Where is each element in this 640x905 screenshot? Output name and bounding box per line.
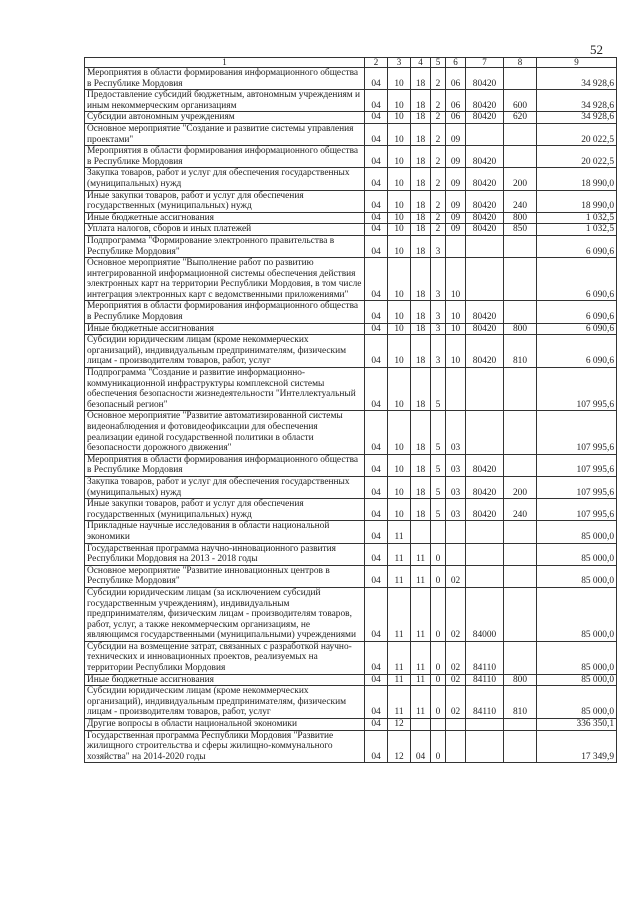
expense-type-code: 810: [504, 335, 537, 368]
section-code: 04: [365, 68, 388, 90]
item-name: Субсидии юридическим лицам (кроме некоммерческих организаций), индивидуальным предпринимателям, физическим лицам - производителям товаров, работ, услуг: [85, 686, 365, 719]
table-row: [85, 335, 617, 368]
table-row: [85, 565, 617, 587]
expense-type-code: [504, 543, 537, 565]
expense-type-code: [504, 641, 537, 674]
subsection-code: 10: [388, 146, 411, 168]
amount: 107 995,6: [537, 411, 617, 454]
program-code: 18: [411, 301, 431, 323]
amount: 6 090,6: [537, 323, 617, 335]
expense-type-code: 200: [504, 476, 537, 498]
event-code: 02: [446, 565, 466, 587]
subprogram-code: 0: [431, 674, 446, 686]
subprogram-code: 2: [431, 112, 446, 124]
section-code: 04: [365, 123, 388, 145]
section-code: 04: [365, 90, 388, 112]
subprogram-code: 5: [431, 454, 446, 476]
subsection-code: 11: [388, 543, 411, 565]
direction-code: 84110: [466, 674, 504, 686]
program-code: 11: [411, 686, 431, 719]
item-name: Государственная программа научно-инновационного развития Республики Мордовия на 2013 - 2018 годы: [85, 543, 365, 565]
direction-code: [466, 411, 504, 454]
section-code: 04: [365, 686, 388, 719]
subsection-code: 11: [388, 686, 411, 719]
amount: 6 090,6: [537, 335, 617, 368]
direction-code: [466, 543, 504, 565]
program-code: 18: [411, 476, 431, 498]
item-name: Мероприятия в области формирования информационного общества в Республике Мордовия: [85, 301, 365, 323]
event-code: 09: [446, 212, 466, 224]
program-code: 11: [411, 641, 431, 674]
expense-type-code: 200: [504, 168, 537, 190]
subsection-code: 10: [388, 224, 411, 236]
direction-code: 80420: [466, 476, 504, 498]
subprogram-code: 0: [431, 543, 446, 565]
section-code: 04: [365, 212, 388, 224]
expense-type-code: 620: [504, 112, 537, 124]
subprogram-code: 2: [431, 212, 446, 224]
section-code: 04: [365, 565, 388, 587]
subsection-code: 10: [388, 112, 411, 124]
subprogram-code: 3: [431, 235, 446, 257]
subprogram-code: 2: [431, 123, 446, 145]
event-code: 10: [446, 258, 466, 301]
direction-code: 80420: [466, 190, 504, 212]
direction-code: 80420: [466, 146, 504, 168]
subprogram-code: 2: [431, 168, 446, 190]
event-code: [446, 719, 466, 731]
expense-type-code: [504, 411, 537, 454]
amount: 85 000,0: [537, 565, 617, 587]
amount: 34 928,6: [537, 112, 617, 124]
table-row: [85, 476, 617, 498]
item-name: Мероприятия в области формирования информационного общества в Республике Мордовия: [85, 146, 365, 168]
table-row: [85, 641, 617, 674]
section-code: 04: [365, 730, 388, 763]
event-code: 03: [446, 454, 466, 476]
subsection-code: 10: [388, 499, 411, 521]
amount: 85 000,0: [537, 641, 617, 674]
amount: 85 000,0: [537, 587, 617, 641]
expense-type-code: [504, 521, 537, 543]
program-code: 18: [411, 454, 431, 476]
section-code: 04: [365, 301, 388, 323]
table-row: [85, 719, 617, 731]
amount: 6 090,6: [537, 301, 617, 323]
table-row: [85, 543, 617, 565]
subsection-code: 10: [388, 301, 411, 323]
table-row: [85, 146, 617, 168]
direction-code: 80420: [466, 112, 504, 124]
item-name: Иные бюджетные ассигнования: [85, 212, 365, 224]
direction-code: [466, 123, 504, 145]
amount: 34 928,6: [537, 68, 617, 90]
subsection-code: 11: [388, 565, 411, 587]
event-code: 10: [446, 301, 466, 323]
table-row: [85, 499, 617, 521]
event-code: 06: [446, 112, 466, 124]
header-cell: 7: [466, 58, 504, 68]
direction-code: 80420: [466, 499, 504, 521]
amount: 6 090,6: [537, 258, 617, 301]
section-code: 04: [365, 146, 388, 168]
direction-code: 80420: [466, 212, 504, 224]
event-code: 09: [446, 224, 466, 236]
program-code: 18: [411, 368, 431, 411]
amount: 85 000,0: [537, 674, 617, 686]
program-code: 18: [411, 112, 431, 124]
table-row: [85, 323, 617, 335]
direction-code: 80420: [466, 68, 504, 90]
item-name: Субсидии юридическим лицам (кроме некоммерческих организаций), индивидуальным предпринимателям, физическим лицам - производителям товаров, работ, услуг: [85, 335, 365, 368]
subprogram-code: 5: [431, 499, 446, 521]
event-code: [446, 235, 466, 257]
subprogram-code: 0: [431, 730, 446, 763]
event-code: 02: [446, 587, 466, 641]
event-code: [446, 730, 466, 763]
amount: 336 350,1: [537, 719, 617, 731]
subsection-code: 12: [388, 730, 411, 763]
direction-code: 84110: [466, 686, 504, 719]
event-code: 02: [446, 674, 466, 686]
event-code: 09: [446, 123, 466, 145]
event-code: [446, 368, 466, 411]
item-name: Основное мероприятие "Выполнение работ по развитию интегрированной информационной системы обеспечения действия электронных карт на территории Республики Мордовия, в том числе интеграция электронных карт с ведомственными приложениями": [85, 258, 365, 301]
amount: 107 995,6: [537, 499, 617, 521]
expense-type-code: [504, 235, 537, 257]
event-code: 03: [446, 476, 466, 498]
event-code: 09: [446, 168, 466, 190]
subsection-code: 10: [388, 123, 411, 145]
subprogram-code: 2: [431, 224, 446, 236]
section-code: 04: [365, 258, 388, 301]
subsection-code: 11: [388, 641, 411, 674]
table-row: [85, 112, 617, 124]
program-code: 18: [411, 90, 431, 112]
item-name: Предоставление субсидий бюджетным, автономным учреждениям и иным некоммерческим организациям: [85, 90, 365, 112]
table-row: [85, 68, 617, 90]
event-code: 09: [446, 190, 466, 212]
expense-type-code: 850: [504, 224, 537, 236]
program-code: 18: [411, 168, 431, 190]
program-code: 18: [411, 323, 431, 335]
table-row: [85, 730, 617, 763]
header-cell: 5: [431, 58, 446, 68]
item-name: Закупка товаров, работ и услуг для обеспечения государственных (муниципальных) нужд: [85, 476, 365, 498]
section-code: 04: [365, 190, 388, 212]
event-code: 06: [446, 90, 466, 112]
amount: 18 990,0: [537, 190, 617, 212]
expense-type-code: [504, 565, 537, 587]
table-row: [85, 224, 617, 236]
direction-code: 80420: [466, 454, 504, 476]
table-row: [85, 258, 617, 301]
event-code: 02: [446, 641, 466, 674]
amount: 107 995,6: [537, 454, 617, 476]
expense-type-code: 800: [504, 212, 537, 224]
program-code: 18: [411, 499, 431, 521]
program-code: 18: [411, 68, 431, 90]
event-code: 06: [446, 68, 466, 90]
section-code: 04: [365, 543, 388, 565]
table-row: [85, 235, 617, 257]
program-code: 11: [411, 674, 431, 686]
direction-code: [466, 368, 504, 411]
expense-type-code: [504, 301, 537, 323]
item-name: Подпрограмма "Формирование электронного правительства в Республике Мордовия": [85, 235, 365, 257]
item-name: Закупка товаров, работ и услуг для обеспечения государственных (муниципальных) нужд: [85, 168, 365, 190]
subsection-code: 10: [388, 335, 411, 368]
subsection-code: 10: [388, 476, 411, 498]
expense-type-code: [504, 719, 537, 731]
subprogram-code: 0: [431, 587, 446, 641]
item-name: Иные закупки товаров, работ и услуг для обеспечения государственных (муниципальных) нужд: [85, 499, 365, 521]
expense-type-code: [504, 454, 537, 476]
item-name: Государственная программа Республики Мордовия "Развитие жилищного строительства и сферы жилищно-коммунального хозяйства" на 2014-2020 годы: [85, 730, 365, 763]
table-row: [85, 368, 617, 411]
program-code: 18: [411, 190, 431, 212]
expense-type-code: [504, 68, 537, 90]
item-name: Субсидии на возмещение затрат, связанных с разработкой научно-технических и инновационных проектов, реализуемых на территории Республики Мордовия: [85, 641, 365, 674]
section-code: 04: [365, 719, 388, 731]
event-code: 10: [446, 323, 466, 335]
section-code: 04: [365, 323, 388, 335]
subprogram-code: 3: [431, 335, 446, 368]
table-row: [85, 686, 617, 719]
table-row: [85, 190, 617, 212]
subprogram-code: 3: [431, 323, 446, 335]
item-name: Основное мероприятие "Создание и развитие системы управления проектами": [85, 123, 365, 145]
subprogram-code: 2: [431, 90, 446, 112]
program-code: 11: [411, 543, 431, 565]
item-name: Иные закупки товаров, работ и услуг для обеспечения государственных (муниципальных) нужд: [85, 190, 365, 212]
direction-code: [466, 521, 504, 543]
table-row: [85, 90, 617, 112]
expense-type-code: [504, 730, 537, 763]
item-name: Подпрограмма "Создание и развитие информационно-коммуникационной инфраструктуры комплексной системы обеспечения безопасности жизнедеятельности "Интеллектуальный безопасный регион": [85, 368, 365, 411]
direction-code: [466, 730, 504, 763]
item-name: Другие вопросы в области национальной экономики: [85, 719, 365, 731]
table-row: [85, 123, 617, 145]
subprogram-code: 2: [431, 68, 446, 90]
section-code: 04: [365, 454, 388, 476]
table-row: [85, 674, 617, 686]
program-code: 18: [411, 411, 431, 454]
section-code: 04: [365, 674, 388, 686]
subprogram-code: 5: [431, 368, 446, 411]
item-name: Мероприятия в области формирования информационного общества в Республике Мордовия: [85, 454, 365, 476]
section-code: 04: [365, 521, 388, 543]
item-name: Субсидии автономным учреждениям: [85, 112, 365, 124]
budget-table: [84, 57, 617, 763]
amount: 34 928,6: [537, 90, 617, 112]
section-code: 04: [365, 335, 388, 368]
expense-type-code: [504, 123, 537, 145]
item-name: Иные бюджетные ассигнования: [85, 323, 365, 335]
expense-type-code: 810: [504, 686, 537, 719]
amount: 85 000,0: [537, 543, 617, 565]
subsection-code: 10: [388, 190, 411, 212]
subprogram-code: [431, 719, 446, 731]
section-code: 04: [365, 411, 388, 454]
section-code: 04: [365, 587, 388, 641]
subsection-code: 10: [388, 168, 411, 190]
header-cell: 9: [537, 58, 617, 68]
item-name: Прикладные научные исследования в области национальной экономики: [85, 521, 365, 543]
page-number: 52: [590, 42, 603, 57]
subsection-code: 12: [388, 719, 411, 731]
item-name: Уплата налогов, сборов и иных платежей: [85, 224, 365, 236]
program-code: [411, 719, 431, 731]
event-code: [446, 543, 466, 565]
amount: 18 990,0: [537, 168, 617, 190]
event-code: [446, 521, 466, 543]
section-code: 04: [365, 641, 388, 674]
subprogram-code: 0: [431, 686, 446, 719]
item-name: Мероприятия в области формирования информационного общества в Республике Мордовия: [85, 68, 365, 90]
subsection-code: 10: [388, 90, 411, 112]
expense-type-code: [504, 587, 537, 641]
amount: 85 000,0: [537, 686, 617, 719]
subsection-code: 10: [388, 212, 411, 224]
amount: 85 000,0: [537, 521, 617, 543]
header-cell: 4: [411, 58, 431, 68]
subsection-code: 10: [388, 235, 411, 257]
item-name: Субсидии юридическим лицам (за исключением субсидий государственным учреждениям), индивидуальным предпринимателям, физическим лицам - производителям товаров, работ, услуг, а также некоммерческим организациям, не являющимся государственными (муниципальными) учреждениями: [85, 587, 365, 641]
subprogram-code: 5: [431, 411, 446, 454]
header-cell: 8: [504, 58, 537, 68]
event-code: 09: [446, 146, 466, 168]
subsection-code: 10: [388, 323, 411, 335]
subprogram-code: 0: [431, 641, 446, 674]
amount: 1 032,5: [537, 224, 617, 236]
table-row: [85, 587, 617, 641]
program-code: [411, 521, 431, 543]
direction-code: [466, 565, 504, 587]
direction-code: 80420: [466, 301, 504, 323]
event-code: 03: [446, 411, 466, 454]
header-cell: 2: [365, 58, 388, 68]
subprogram-code: [431, 521, 446, 543]
program-code: 11: [411, 565, 431, 587]
direction-code: [466, 719, 504, 731]
subsection-code: 10: [388, 411, 411, 454]
expense-type-code: [504, 146, 537, 168]
item-name: Основное мероприятие "Развитие инновационных центров в Республике Мордовия": [85, 565, 365, 587]
expense-type-code: 240: [504, 499, 537, 521]
table-row: [85, 411, 617, 454]
direction-code: 80420: [466, 168, 504, 190]
subsection-code: 10: [388, 68, 411, 90]
amount: 6 090,6: [537, 235, 617, 257]
header-cell: 6: [446, 58, 466, 68]
program-code: 18: [411, 258, 431, 301]
subprogram-code: 0: [431, 565, 446, 587]
table-row: [85, 521, 617, 543]
amount: 20 022,5: [537, 123, 617, 145]
subsection-code: 10: [388, 454, 411, 476]
program-code: 04: [411, 730, 431, 763]
amount: 1 032,5: [537, 212, 617, 224]
amount: 107 995,6: [537, 476, 617, 498]
header-cell: 1: [85, 58, 365, 68]
subprogram-code: 2: [431, 190, 446, 212]
subsection-code: 10: [388, 258, 411, 301]
section-code: 04: [365, 368, 388, 411]
subprogram-code: 2: [431, 146, 446, 168]
subprogram-code: 3: [431, 258, 446, 301]
event-code: 02: [446, 686, 466, 719]
expense-type-code: 240: [504, 190, 537, 212]
program-code: 11: [411, 587, 431, 641]
item-name: Иные бюджетные ассигнования: [85, 674, 365, 686]
direction-code: [466, 235, 504, 257]
expense-type-code: 600: [504, 90, 537, 112]
direction-code: 84000: [466, 587, 504, 641]
subprogram-code: 5: [431, 476, 446, 498]
table-row: [85, 212, 617, 224]
section-code: 04: [365, 235, 388, 257]
program-code: 18: [411, 212, 431, 224]
expense-type-code: 800: [504, 674, 537, 686]
amount: 20 022,5: [537, 146, 617, 168]
direction-code: [466, 258, 504, 301]
table-row: [85, 168, 617, 190]
item-name: Основное мероприятие "Развитие автоматизированной системы видеонаблюдения и фотовидеофиксации для обеспечения реализации единой государственной политики в области безопасности дорожного движения": [85, 411, 365, 454]
subsection-code: 11: [388, 674, 411, 686]
expense-type-code: 800: [504, 323, 537, 335]
section-code: 04: [365, 224, 388, 236]
program-code: 18: [411, 146, 431, 168]
section-code: 04: [365, 476, 388, 498]
direction-code: 80420: [466, 335, 504, 368]
subsection-code: 11: [388, 521, 411, 543]
program-code: 18: [411, 123, 431, 145]
program-code: 18: [411, 224, 431, 236]
direction-code: 80420: [466, 224, 504, 236]
table-row: [85, 301, 617, 323]
expense-type-code: [504, 258, 537, 301]
program-code: 18: [411, 235, 431, 257]
subsection-code: 10: [388, 368, 411, 411]
section-code: 04: [365, 499, 388, 521]
amount: 17 349,9: [537, 730, 617, 763]
table-body: [85, 68, 617, 763]
subprogram-code: 3: [431, 301, 446, 323]
table-row: [85, 454, 617, 476]
section-code: 04: [365, 112, 388, 124]
direction-code: 80420: [466, 323, 504, 335]
direction-code: 84110: [466, 641, 504, 674]
section-code: 04: [365, 168, 388, 190]
amount: 107 995,6: [537, 368, 617, 411]
program-code: 18: [411, 335, 431, 368]
expense-type-code: [504, 368, 537, 411]
subsection-code: 11: [388, 587, 411, 641]
event-code: 03: [446, 499, 466, 521]
header-cell: 3: [388, 58, 411, 68]
event-code: 10: [446, 335, 466, 368]
header-row: [85, 58, 617, 68]
direction-code: 80420: [466, 90, 504, 112]
